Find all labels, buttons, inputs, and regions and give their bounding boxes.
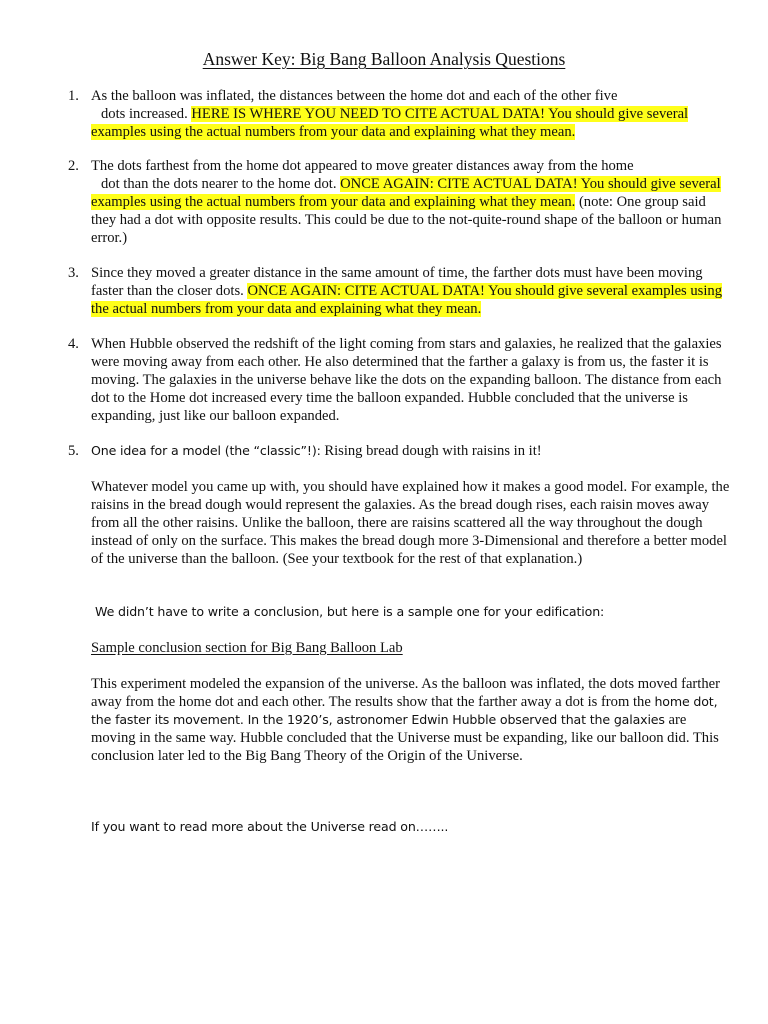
read-more-line: If you want to read more about the Universe read on…….. [91, 819, 449, 834]
question-number: 3. [68, 265, 79, 281]
question-text-suffix: (note: One group said they had a dot with opposite results. This could be due to the not-quite-round shape of the balloon or human error.) [91, 194, 722, 246]
question-4 [68, 335, 728, 425]
question-text-sans: One idea for a model (the “classic”!): [91, 443, 321, 458]
question-text [91, 442, 728, 460]
sample-conclusion-paragraph [91, 675, 731, 765]
question-text-prefix: dots increased. [101, 106, 192, 122]
highlighted-instruction: HERE IS WHERE YOU NEED TO CITE ACTUAL DATA! You should give several examples using the actual numbers from your data and explaining what they mean. [91, 106, 689, 140]
question-number: 4. [68, 336, 79, 352]
question-text: When Hubble observed the redshift of the light coming from stars and galaxies, he realized that the galaxies were moving away from each other. He also determined that the farther a galaxy is from us, the faster it is moving. The galaxies in the universe behave like the dots on the expanding balloon. The distance from each dot to the Home dot increased every time the balloon expanded. Hubble concluded that the universe is expanding, just like our balloon expanded. [91, 336, 722, 424]
question-text [91, 157, 728, 247]
conclusion-part-1: This experiment modeled the expansion of the universe. As the balloon was inflated, the dots moved farther away from the home dot and each other. The results show that the farther away a dot is from the [91, 676, 720, 710]
page-title: Answer Key: Big Bang Balloon Analysis Questions [202, 49, 566, 69]
question-number: 1. [68, 88, 79, 104]
question-first-line: The dots farthest from the home dot appeared to move greater distances away from the home [91, 158, 634, 174]
question-text [91, 264, 728, 318]
question-3 [68, 264, 728, 318]
question-text-rest: Rising bread dough with raisins in it! [320, 443, 542, 459]
question-number: 2. [68, 158, 79, 174]
highlighted-instruction: ONCE AGAIN: CITE ACTUAL DATA! You should give several examples using the actual numbers from your data and explaining what they mean. [91, 176, 721, 210]
question-1 [68, 87, 728, 141]
highlighted-instruction: ONCE AGAIN: CITE ACTUAL DATA! You should give several examples using the actual numbers from your data and explaining what they mean. [91, 283, 723, 317]
conclusion-part-2: home dot, the faster its movement. In the 1920’s, astronomer Edwin Hubble observed that the galaxies [91, 694, 718, 727]
model-explanation-paragraph: Whatever model you came up with, you should have explained how it makes a good model. For example, the raisins in the bread dough would represent the galaxies. As the bread dough rises, each raisin moves away from all the other raisins. Unlike the balloon, there are raisins scattered all the way throughout the dough instead of only on the surface. This makes the bread dough more 3-Dimensional and therefore a better model of the universe than the balloon. (See your textbook for the rest of that explanation.) [91, 479, 730, 567]
question-first-line: As the balloon was inflated, the distances between the home dot and each of the other five [91, 88, 618, 104]
question-number: 5. [68, 443, 79, 459]
conclusion-heading: Sample conclusion section for Big Bang Balloon Lab [91, 640, 403, 656]
question-5 [68, 442, 728, 460]
conclusion-note: We didn’t have to write a conclusion, but here is a sample one for your edification: [95, 604, 605, 619]
question-2 [68, 157, 728, 247]
question-text-prefix: Since they moved a greater distance in the same amount of time, the farther dots must have been moving faster than the closer dots. [91, 265, 703, 299]
conclusion-part-3: are moving in the same way. Hubble concluded that the Universe must be expanding, like our balloon did. This conclusion later led to the Big Bang Theory of the Origin of the Universe. [91, 712, 719, 764]
question-text [91, 87, 728, 141]
question-text-prefix: dot than the dots nearer to the home dot. [101, 176, 341, 192]
